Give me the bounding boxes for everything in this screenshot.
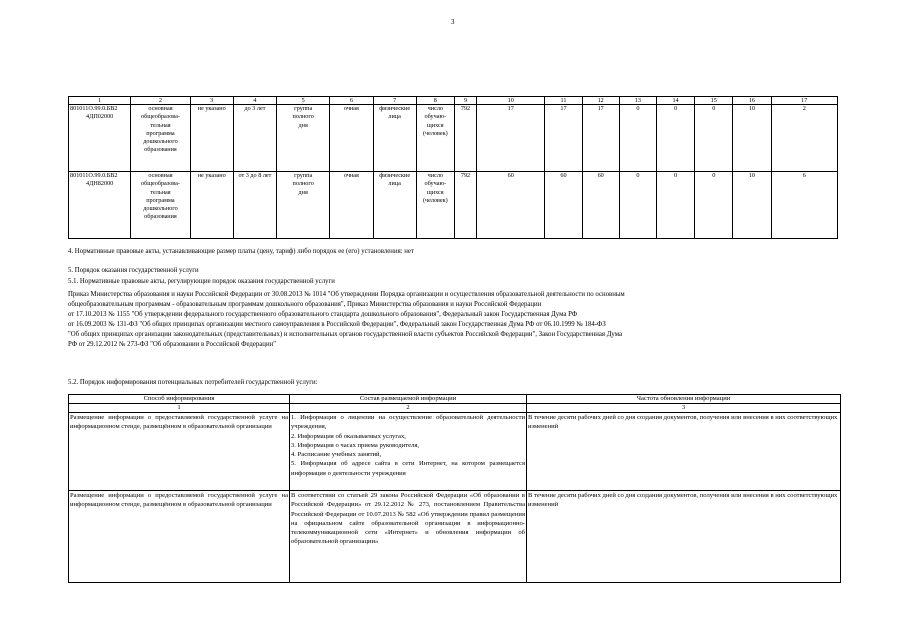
category-cell: не указано [190,172,233,239]
column-header: Способ информирования [69,395,290,404]
column-number: 13 [619,97,656,105]
column-header: Состав размещаемой информации [290,395,527,404]
value-cell: 6 [771,172,837,239]
value-cell: 10 [733,172,771,239]
value-cell: 60 [477,172,545,239]
column-number: 14 [656,97,694,105]
value-cell: 0 [656,172,694,239]
age-cell: до 3 лет [233,105,276,172]
column-number: 4 [233,97,276,105]
stay-mode-cell: группа полного дня [277,105,330,172]
frequency-cell: В течение десяти рабочих дней со дня создания документов, получения или внесения в них соответствующих изменений [527,491,841,583]
value-cell: 10 [733,105,771,172]
section-5-2-title: 5.2. Порядок информирования потенциальных потребителей государственной услуги: [68,379,318,386]
value-cell: 17 [477,105,545,172]
consumers-cell: физические лица [373,105,416,172]
table-row [69,105,838,172]
stay-mode-cell: группа полного дня [277,172,330,239]
legal-acts-line: РФ от 29.12.2012 № 273-ФЗ "Об образовании в Российской Федерации" [68,341,276,348]
indicator-cell: число обучаю- щихся (человек) [416,105,454,172]
value-cell: 60 [545,172,582,239]
form-cell: очная [330,105,373,172]
column-number: 1 [69,97,131,105]
program-cell: основная общеобразова- тельная программа дошкольного образования [131,172,190,239]
column-number: 2 [131,97,190,105]
table-row [69,172,838,239]
column-number: 17 [771,97,837,105]
program-cell: основная общеобразова- тельная программа дошкольного образования [131,105,190,172]
form-cell: очная [330,172,373,239]
value-cell: 0 [695,105,733,172]
legal-acts-line: "Об общих принципах организации законодательных (представительных) и исполнительных органов государственной власти субъектов Российской Федерации", Закон Государственная Дума [68,331,622,338]
method-cell: Размещение информации о предоставляемой государственной услуге на информационном стенде, размещённом в образовательной организации [69,413,290,491]
content-cell: 1. Информация о лицензии на осуществление образовательной деятельности учреждения, 2. Информация об оказываемых услугах, 3. Информация о часах приема руководителя, 4. Расписание учебных занятий, 5. Информация об адресе сайта в сети Интернет, на котором размещается информация о деятельности учреждения [290,413,527,491]
column-number: 1 [69,404,290,413]
column-header: Частота обновления информации [527,395,841,404]
column-number: 16 [733,97,771,105]
unit-code-cell: 792 [454,105,476,172]
section-5-1-title: 5.1. Нормативные правовые акты, регулирующие порядок оказания государственной услуги [68,278,335,285]
table-row [69,491,841,583]
column-number: 10 [477,97,545,105]
column-number: 8 [416,97,454,105]
column-number: 6 [330,97,373,105]
category-cell: не указано [190,105,233,172]
column-number: 3 [527,404,841,413]
value-cell: 17 [582,105,619,172]
age-cell: от 3 до 8 лет [233,172,276,239]
column-number: 2 [290,404,527,413]
method-cell: Размещение информации о предоставляемой государственной услуге на информационном стенде, размещённом в образовательной организации [69,491,290,583]
registry-code-cell: 801011O.99.0.БВ2 4ДП02000 [69,105,131,172]
indicator-cell: число обучаю- щихся (человек) [416,172,454,239]
unit-code-cell: 792 [454,172,476,239]
column-number: 11 [545,97,582,105]
column-number: 5 [277,97,330,105]
column-number: 7 [373,97,416,105]
registry-code-cell: 801011O.99.0.БВ2 4ДН82000 [69,172,131,239]
value-cell: 60 [582,172,619,239]
column-number: 12 [582,97,619,105]
table-row [69,413,841,491]
legal-acts-line: от 17.10.2013 № 1155 "Об утверждении федерального государственного образовательного стандарта дошкольного образования", Федеральный закон Государственная Дума РФ [68,311,578,318]
value-cell: 0 [695,172,733,239]
value-cell: 0 [656,105,694,172]
legal-acts-line: от 16.09.2003 № 131-ФЗ "Об общих принципах организации местного самоуправления в Российской Федерации", Федеральный закон Государственная Дума РФ от 06.10.1999 № 184-ФЗ [68,321,606,328]
informing-table [68,394,841,583]
page-number: 3 [451,18,455,26]
value-cell: 17 [545,105,582,172]
consumers-cell: физические лица [373,172,416,239]
legal-acts-line: общеобразовательным программам - образовательным программам дошкольного образования", Приказ Министерства образования и науки Российской Федерации [68,301,542,308]
service-volume-table [68,96,838,239]
column-number: 9 [454,97,476,105]
column-numbers-row [69,404,841,413]
table-header-row [69,395,841,404]
section-5-title: 5. Порядок оказания государственной услуги [68,267,199,274]
value-cell: 0 [619,105,656,172]
legal-acts-line: Приказ Министерства образования и науки Российской Федерации от 30.08.2013 № 1014 "Об утверждении Порядка организации и осуществления образовательной деятельности по основным [68,291,625,298]
section-4-text: 4. Нормативные правовые акты, устанавливающие размер платы (цену, тариф) либо порядок ее (его) установления: нет [68,248,414,255]
value-cell: 2 [771,105,837,172]
table-header-row [69,97,838,105]
column-number: 3 [190,97,233,105]
value-cell: 0 [619,172,656,239]
frequency-cell: В течение десяти рабочих дней со дня создания документов, получения или внесения в них соответствующих изменений [527,413,841,491]
content-cell: В соответствии со статьей 29 закона Российской Федерации «Об образовании в Российской Федерации» от 29.12.2012 № 273, постановлением Правительства Российской Федерации от 10.07.2013 № 582 «Об утверждении правил размещения на официальном сайте образовательной организации в информационно-телекоммуникационной сети «Интернет» и обновления информации об образовательной организации» [290,491,527,583]
column-number: 15 [695,97,733,105]
